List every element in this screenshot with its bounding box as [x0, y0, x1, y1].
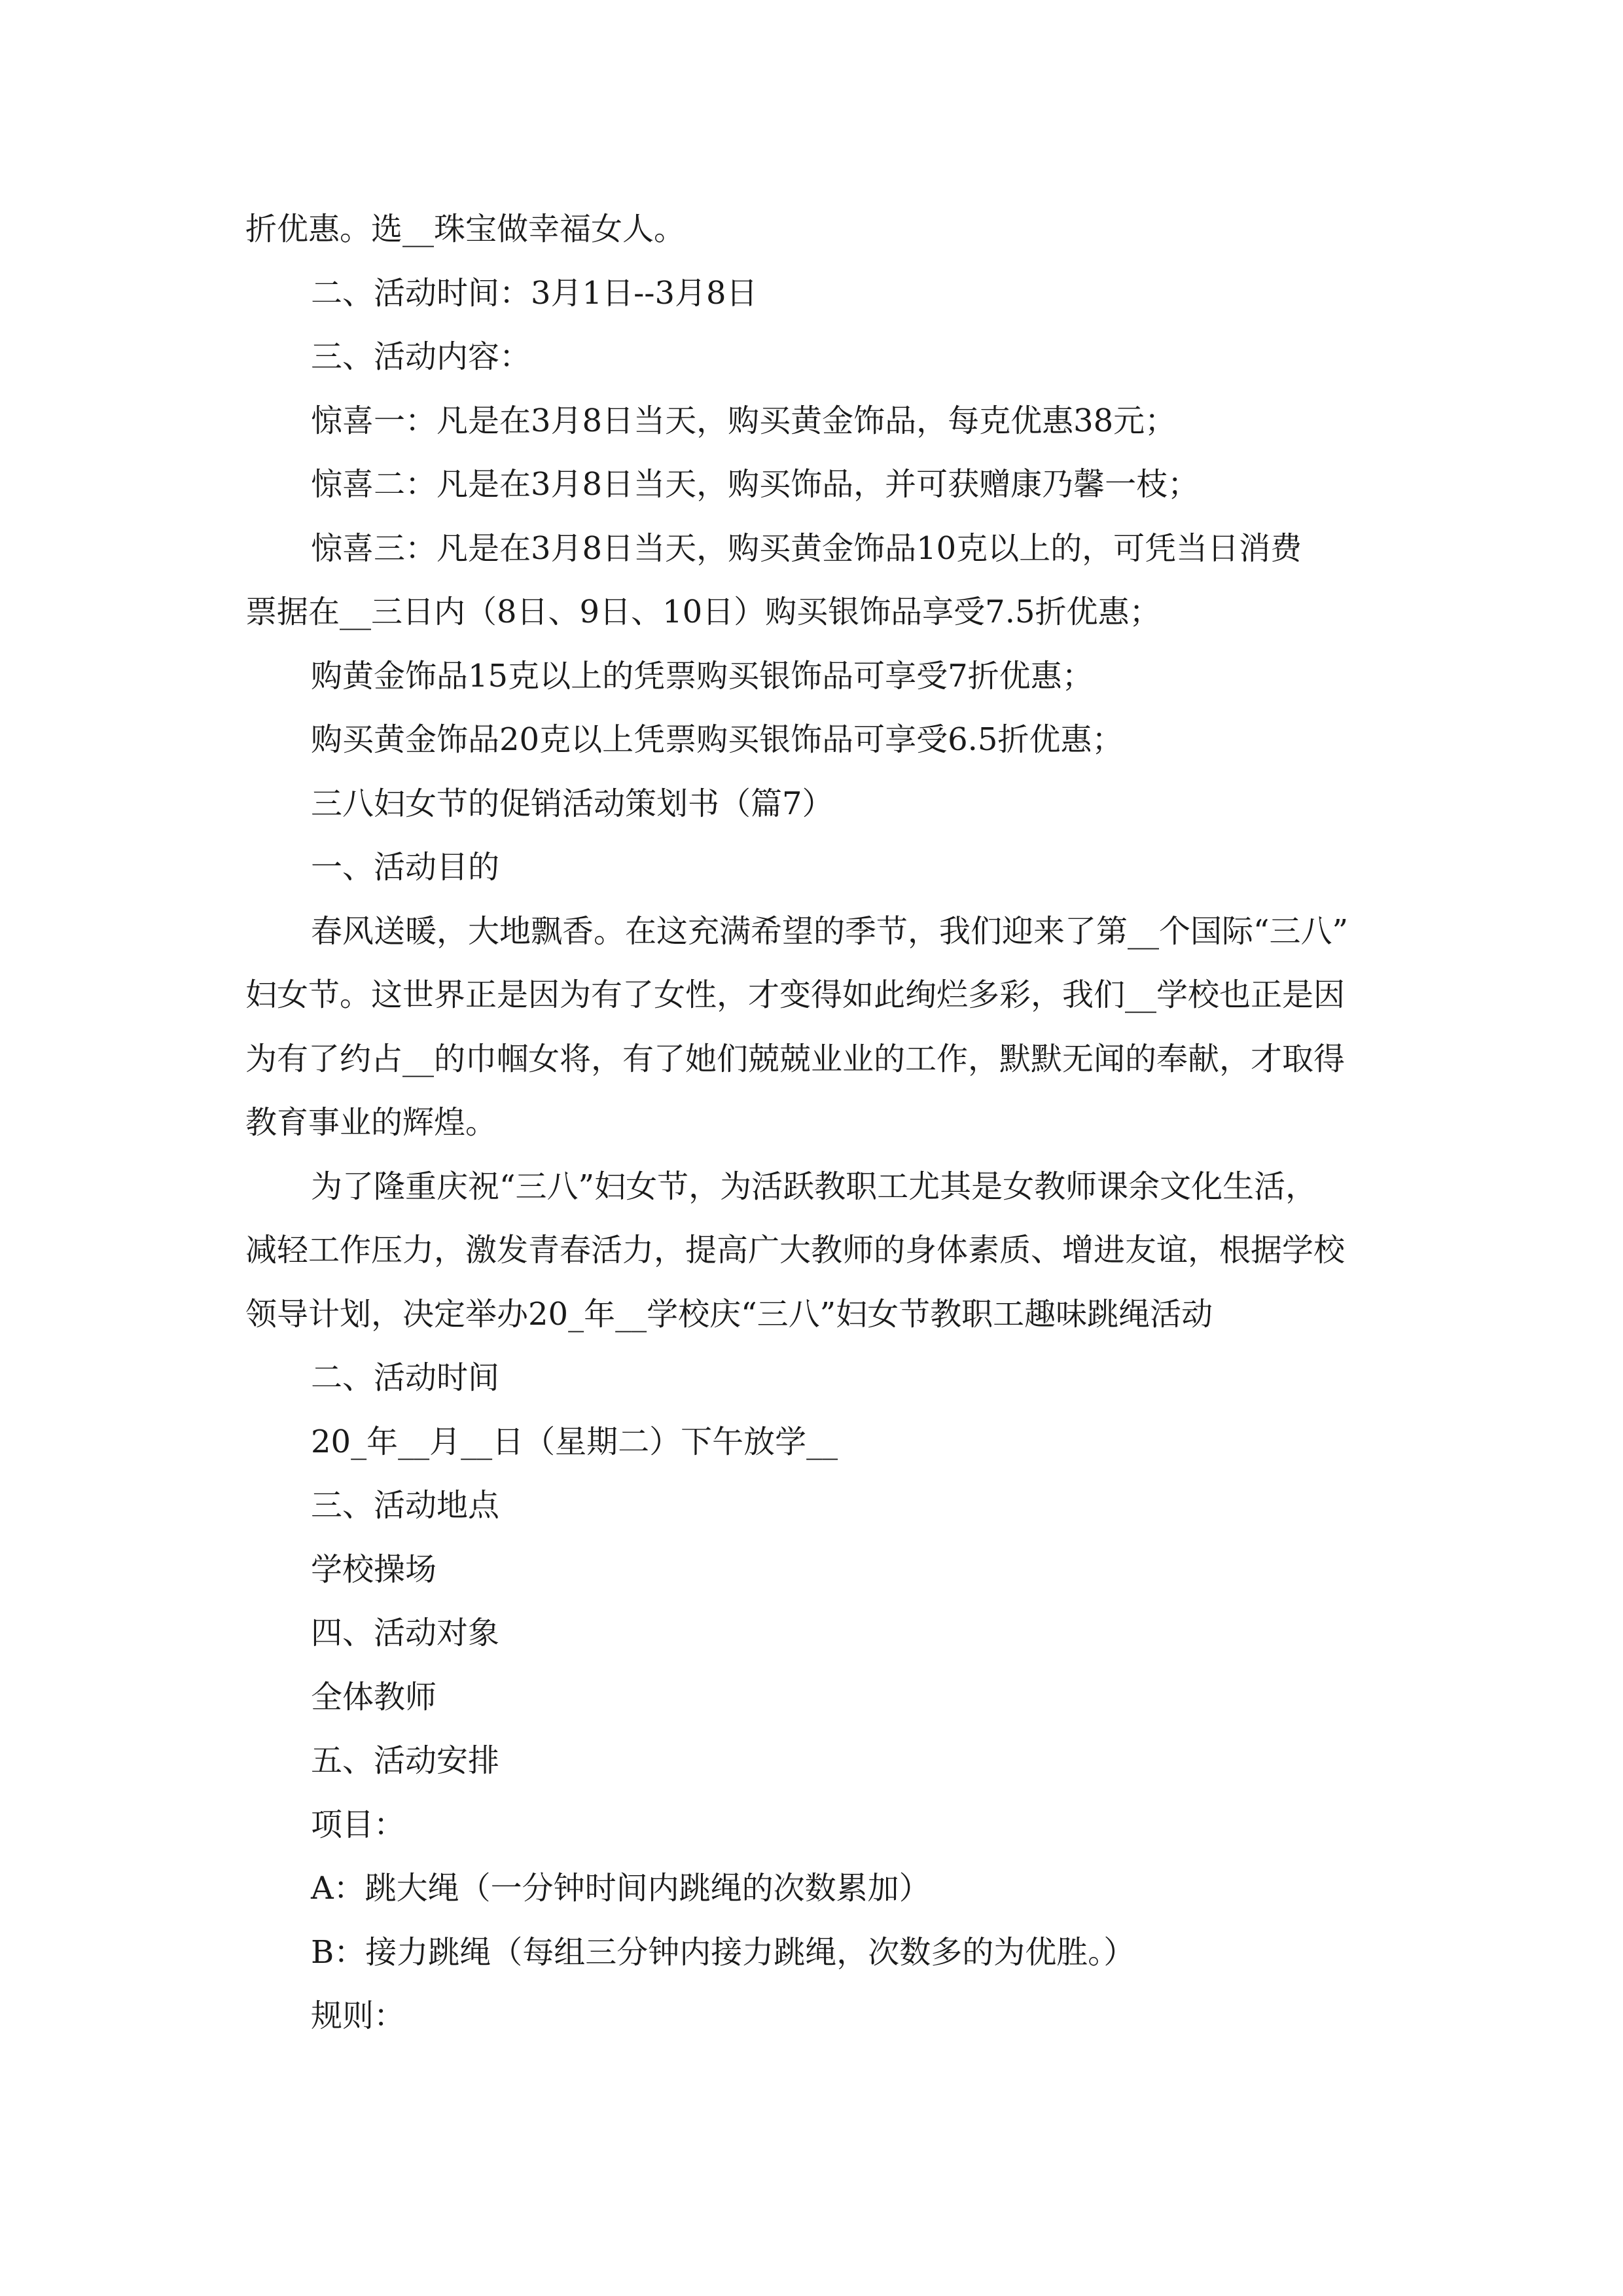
text-line: 领导计划，决定举办20_年__学校庆“三八”妇女节教职工趣味跳绳活动: [245, 1295, 1213, 1333]
text-line: 三、活动地点: [311, 1487, 500, 1524]
text-line: 惊喜一：凡是在3月8日当天，购买黄金饰品，每克优惠38元；: [311, 402, 1177, 439]
text-line: 惊喜三：凡是在3月8日当天，购买黄金饰品10克以上的，可凭当日消费: [311, 529, 1302, 567]
text-line: 为有了约占__的巾帼女将，有了她们兢兢业业的工作，默默无闻的奉献，才取得: [245, 1040, 1346, 1077]
text-line: 20_年__月__日（星期二）下午放学__: [311, 1423, 838, 1460]
text-line: 四、活动对象: [311, 1615, 500, 1651]
text-line: 二、活动时间：3月1日--3月8日: [311, 274, 758, 312]
text-line: 春风送暖，大地飘香。在这充满希望的季节，我们迎来了第__个国际“三八”: [311, 912, 1349, 950]
text-line: 一、活动目的: [311, 849, 500, 886]
text-line: 规则：: [311, 1998, 406, 2034]
text-line: A：跳大绳（一分钟时间内跳绳的次数累加）: [311, 1870, 931, 1907]
text-line: 项目：: [311, 1806, 406, 1843]
text-line: 票据在__三日内（8日、9日、10日）购买银饰品享受7.5折优惠；: [245, 594, 1161, 630]
text-line: 购黄金饰品15克以上的凭票购买银饰品可享受7折优惠；: [311, 657, 1094, 694]
text-line: 妇女节。这世界正是因为有了女性，才变得如此绚烂多彩，我们__学校也正是因: [245, 977, 1346, 1013]
text-line: 教育事业的辉煌。: [245, 1104, 497, 1141]
document-body: [245, 198, 1397, 2049]
text-line: 三、活动内容：: [311, 338, 531, 375]
text-line: 购买黄金饰品20克以上凭票购买银饰品可享受6.5折优惠；: [311, 721, 1124, 758]
text-line: 全体教师: [311, 1678, 437, 1715]
text-line: 减轻工作压力，激发青春活力，提高广大教师的身体素质、增进友谊，根据学校: [245, 1232, 1346, 1268]
text-line: 二、活动时间: [311, 1359, 500, 1396]
text-line: 惊喜二：凡是在3月8日当天，购买饰品，并可获赠康乃馨一枝；: [311, 466, 1200, 503]
text-line: 三八妇女节的促销活动策划书（篇7）: [311, 785, 834, 822]
text-line: 五、活动安排: [311, 1742, 500, 1779]
text-line: 为了隆重庆祝“三八”妇女节，为活跃教职工尤其是女教师课余文化生活，: [311, 1168, 1317, 1205]
text-line: 折优惠。选__珠宝做幸福女人。: [245, 211, 686, 247]
text-line: 学校操场: [311, 1551, 437, 1588]
text-line: B：接力跳绳（每组三分钟内接力跳绳，次数多的为优胜。）: [311, 1933, 1135, 1971]
